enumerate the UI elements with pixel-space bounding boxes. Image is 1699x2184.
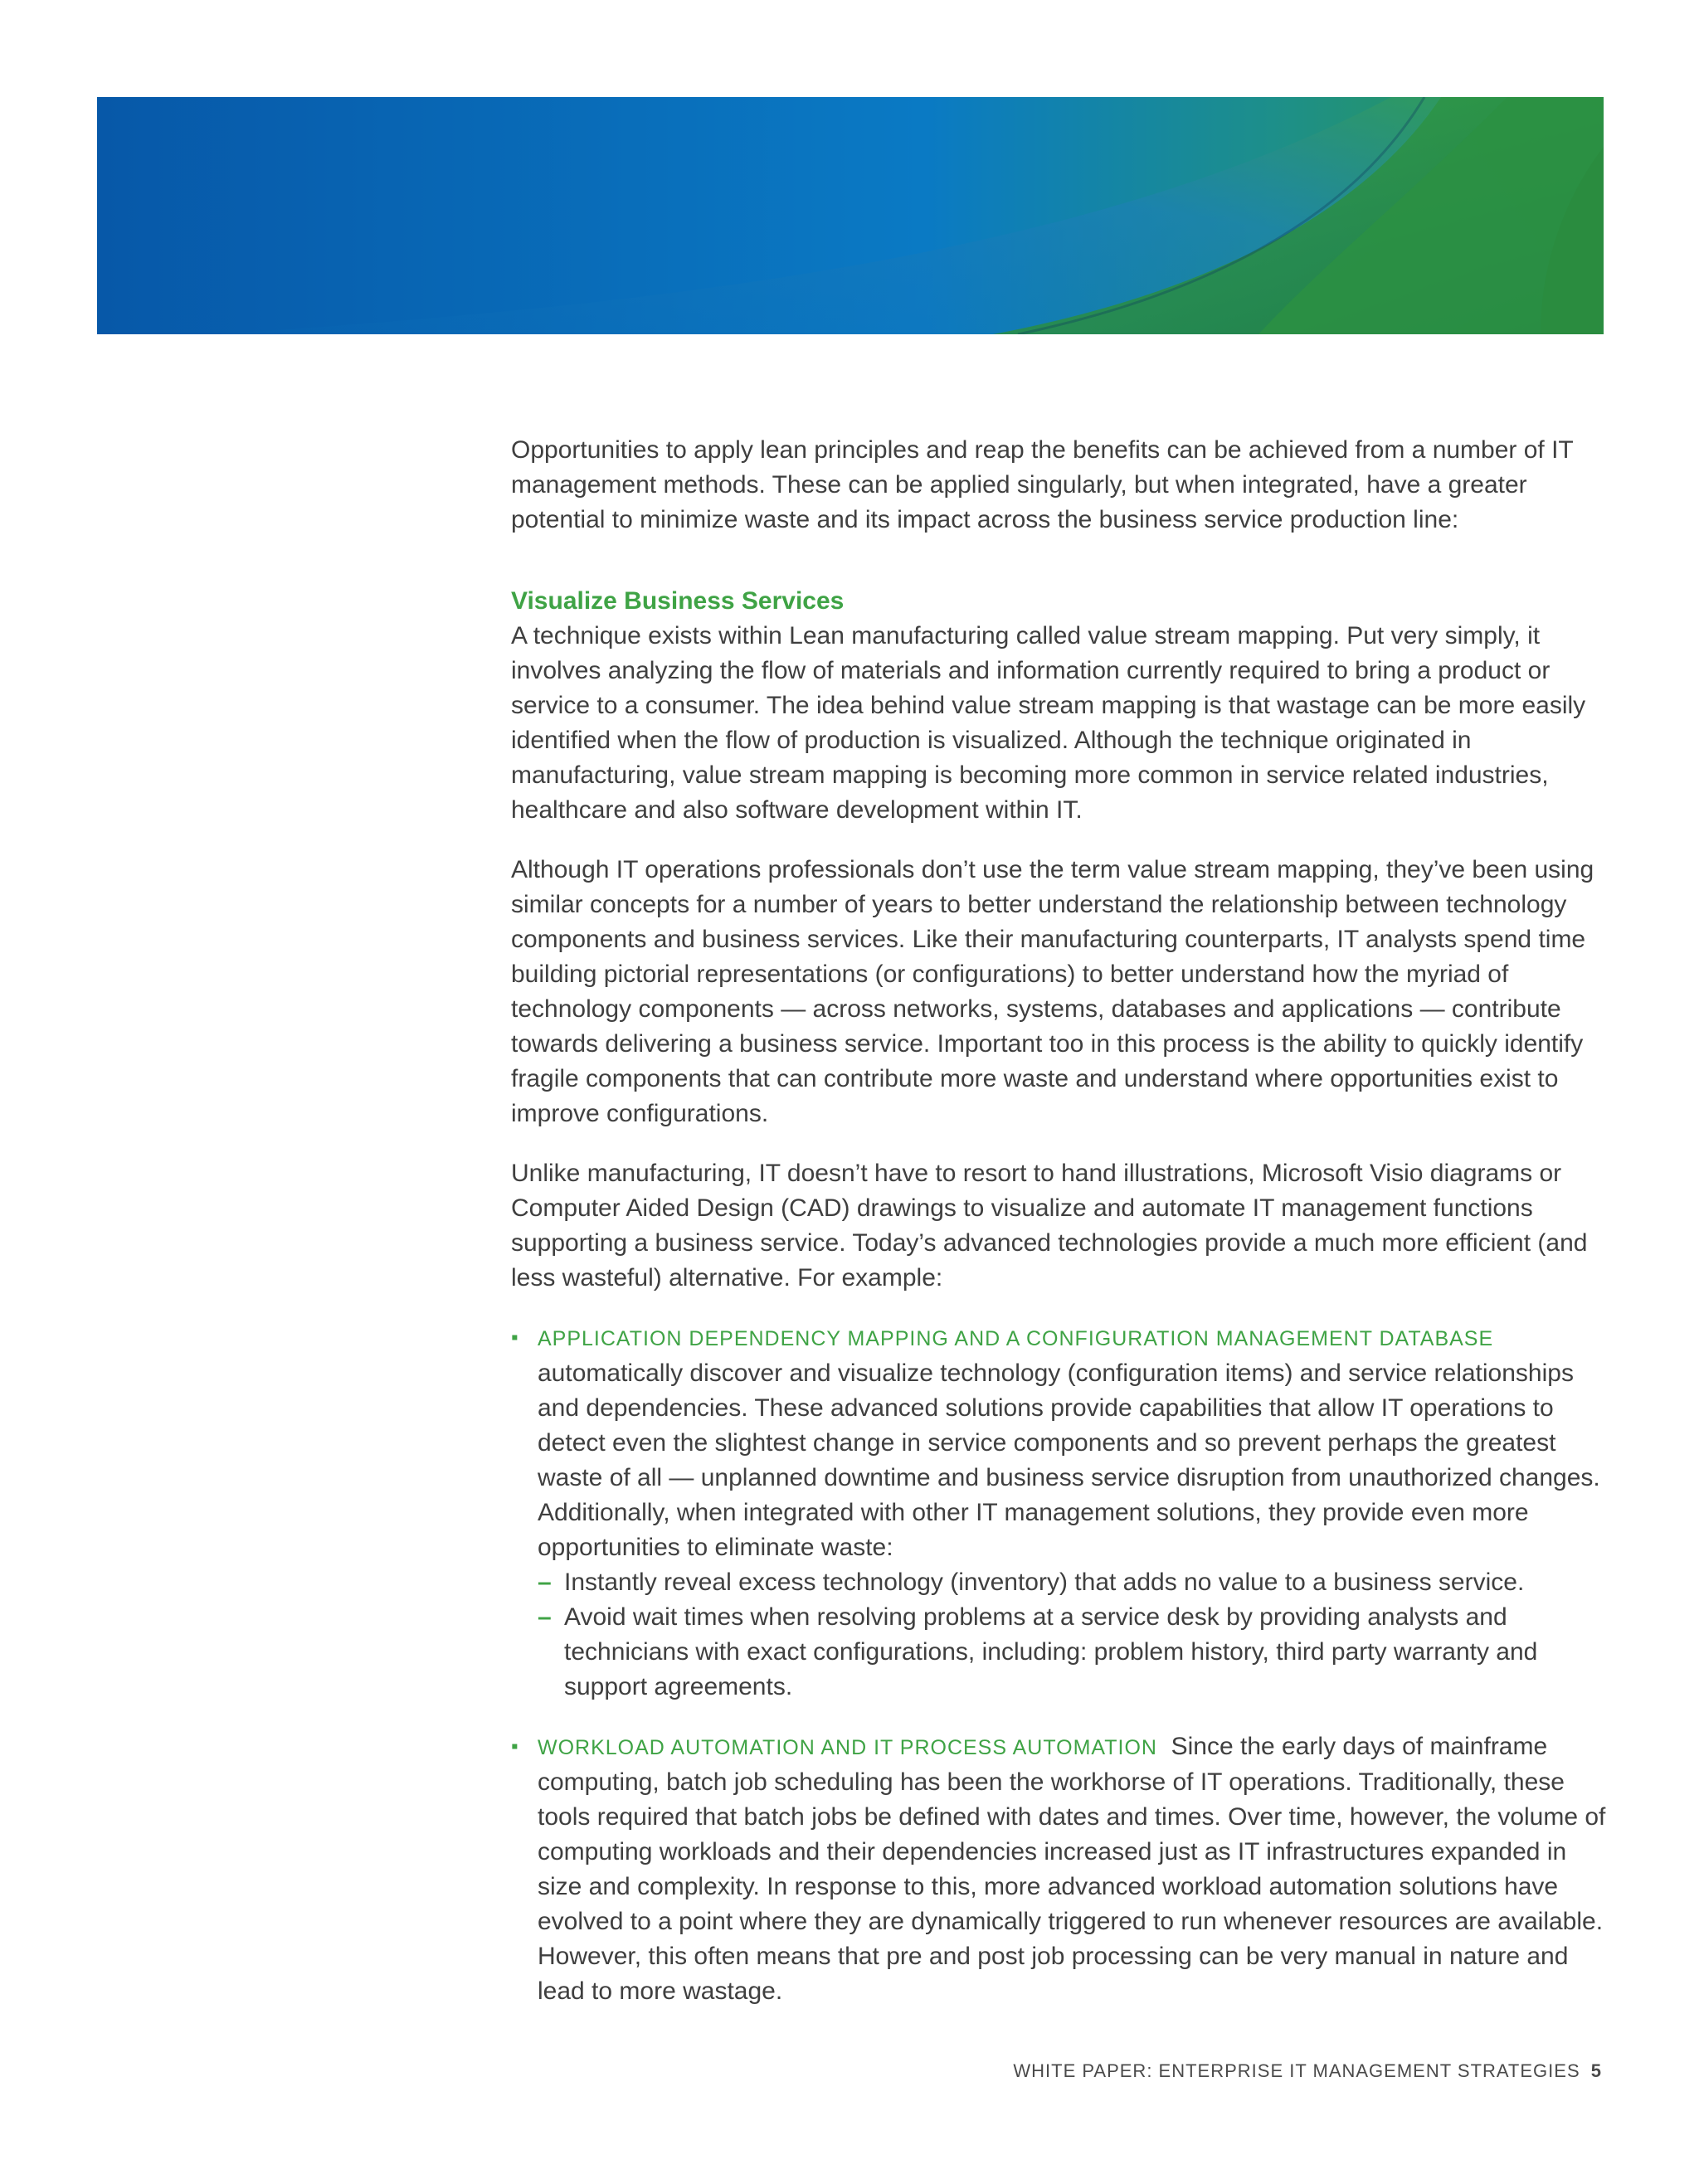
bullet-text: automatically discover and visualize technology (configuration items) and service relationships and dependencies. These advanced solutions provide capabilities that allow IT operations to detect even the slightest change in service components and so prevent perhaps the greatest waste of all — unplanned downtime and business service disruption from unauthorized changes. Additionally, when integrated with other IT management solutions, they provide even more opportunities to eliminate waste: [538,1360,1600,1561]
bullet-item [511,1729,1606,2009]
sub-item-text: Avoid wait times when resolving problems at a service desk by providing analysts and technicians with exact configurations, including: problem history, third party warranty and support agreements. [564,1603,1538,1700]
bullet-title: APPLICATION DEPENDENCY MAPPING AND A CONFIGURATION MANAGEMENT DATABASE [538,1327,1494,1350]
sub-item-text: Instantly reveal excess technology (inventory) that adds no value to a business service. [564,1569,1525,1596]
section-heading: Visualize Business Services [511,587,845,615]
bullet-dot-icon: ▪ [511,1326,518,1349]
intro-paragraph: Opportunities to apply lean principles and reap the benefits can be achieved from a number of IT management methods. These can be applied singularly, but when integrated, have a greater potential to minimize waste and its impact across the business service production line: [511,436,1574,533]
bullet-title: WORKLOAD AUTOMATION AND IT PROCESS AUTOMATION [538,1736,1157,1759]
bullet-text: Since the early days of mainframe computing, batch job scheduling has been the workhorse of IT operations. Traditionally, these tools required that batch jobs be defined with dates and times. Over time, however, the volume of computing workloads and their dependencies increased just as IT infrastructures expanded in size and complexity. In response to this, more advanced workload automation solutions have evolved to a point where they are dynamically triggered to run whenever resources are available. However, this often means that pre and post job processing can be very manual in nature and lead to more wastage. [538,1733,1606,2005]
bullet-item [511,1321,1606,1705]
sub-item [538,1565,1606,1600]
page-footer [1013,2060,1602,2082]
main-content [511,433,1606,2034]
page-number: 5 [1590,2060,1602,2081]
banner-graphic [97,97,1604,334]
bullet-dot-icon: ▪ [511,1735,518,1758]
section-paragraph-2: Although IT operations professionals don’t use the term value stream mapping, they’ve been using similar concepts for a number of years to better understand the relationship between technology components and business services. Like their manufacturing counterparts, IT analysts spend time building pictorial representations (or configurations) to better understand how the myriad of technology components — across networks, systems, databases and applications — contribute towards delivering a business service. Important too in this process is the ability to quickly identify fragile components that can contribute more waste and understand where opportunities exist to improve configurations. [511,856,1594,1127]
header-banner [97,97,1604,334]
dash-icon: – [538,1603,552,1631]
section-paragraph-3: Unlike manufacturing, IT doesn’t have to resort to hand illustrations, Microsoft Visio diagrams or Computer Aided Design (CAD) drawings to visualize and automate IT management functions supporting a business service. Today’s advanced technologies provide a much more efficient (and less wasteful) alternative. For example: [511,1160,1588,1291]
section-paragraph-1: A technique exists within Lean manufacturing called value stream mapping. Put very simply, it involves analyzing the flow of materials and information currently required to bring a product or service to a consumer. The idea behind value stream mapping is that wastage can be more easily identified when the flow of production is visualized. Although the technique originated in manufacturing, value stream mapping is becoming more common in service related industries, healthcare and also software development within IT. [511,622,1586,824]
footer-label: WHITE PAPER: ENTERPRISE IT MANAGEMENT STRATEGIES [1013,2060,1580,2081]
sub-item [538,1600,1606,1705]
dash-icon: – [538,1569,552,1596]
